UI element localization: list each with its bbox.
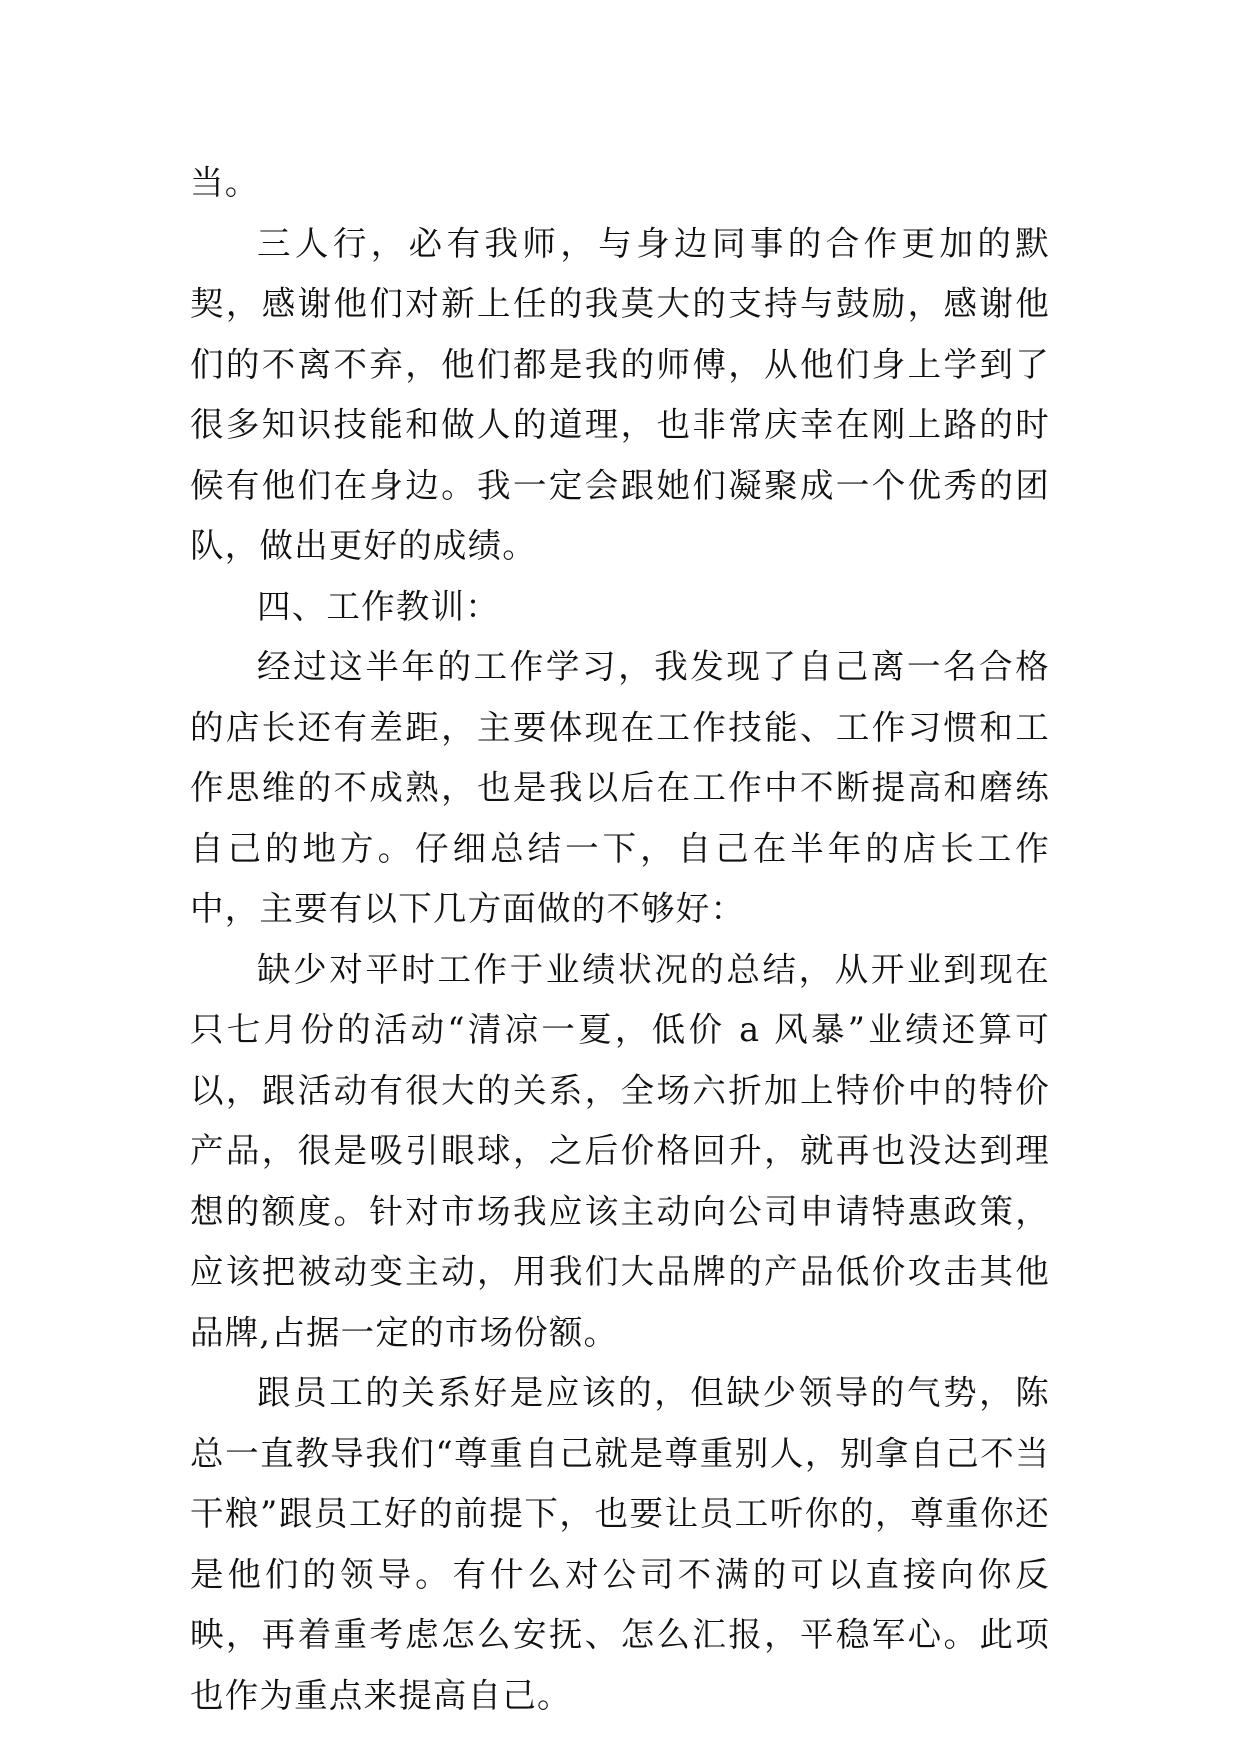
- document-body: [190, 153, 1050, 1726]
- paragraph-lessons-intro: 经过这半年的工作学习，我发现了自己离一名合格的店长还有差距，主要体现在工作技能、工作习惯和工作思维的不成熟，也是我以后在工作中不断提高和磨练自己的地方。仔细总结一下，自己在半年的店长工作中，主要有以下几方面做的不够好：: [190, 647, 1050, 928]
- paragraph-colleagues: 三人行，必有我师，与身边同事的合作更加的默契，感谢他们对新上任的我莫大的支持与鼓励，感谢他们的不离不弃，他们都是我的师傅，从他们身上学到了很多知识技能和做人的道理，也非常庆幸在刚上路的时候有他们在身边。我一定会跟她们凝聚成一个优秀的团队，做出更好的成绩。: [190, 223, 1050, 565]
- paragraph-leadership: 跟员工的关系好是应该的，但缺少领导的气势，陈总一直教导我们“尊重自己就是尊重别人，别拿自己不当干粮”跟员工好的前提下，也要让员工听你的，尊重你还是他们的领导。有什么对公司不满的可以直接向你反映，再着重考虑怎么安抚、怎么汇报，平稳军心。此项也作为重点来提高自己。: [190, 1373, 1050, 1715]
- paragraph-continuation: 当。: [190, 163, 260, 202]
- section-heading-lessons: 四、工作教训：: [257, 586, 500, 626]
- paragraph-performance-summary: 缺少对平时工作于业绩状况的总结，从开业到现在只七月份的活动“清凉一夏，低价 a 风暴”业绩还算可以，跟活动有很大的关系，全场六折加上特价中的特价产品，很是吸引眼球，之后价格回升，就再也没达到理想的额度。针对市场我应该主动向公司申请特惠政策，应该把被动变主动，用我们大品牌的产品低价攻击其他品牌,占据一定的市场份额。: [190, 949, 1050, 1352]
